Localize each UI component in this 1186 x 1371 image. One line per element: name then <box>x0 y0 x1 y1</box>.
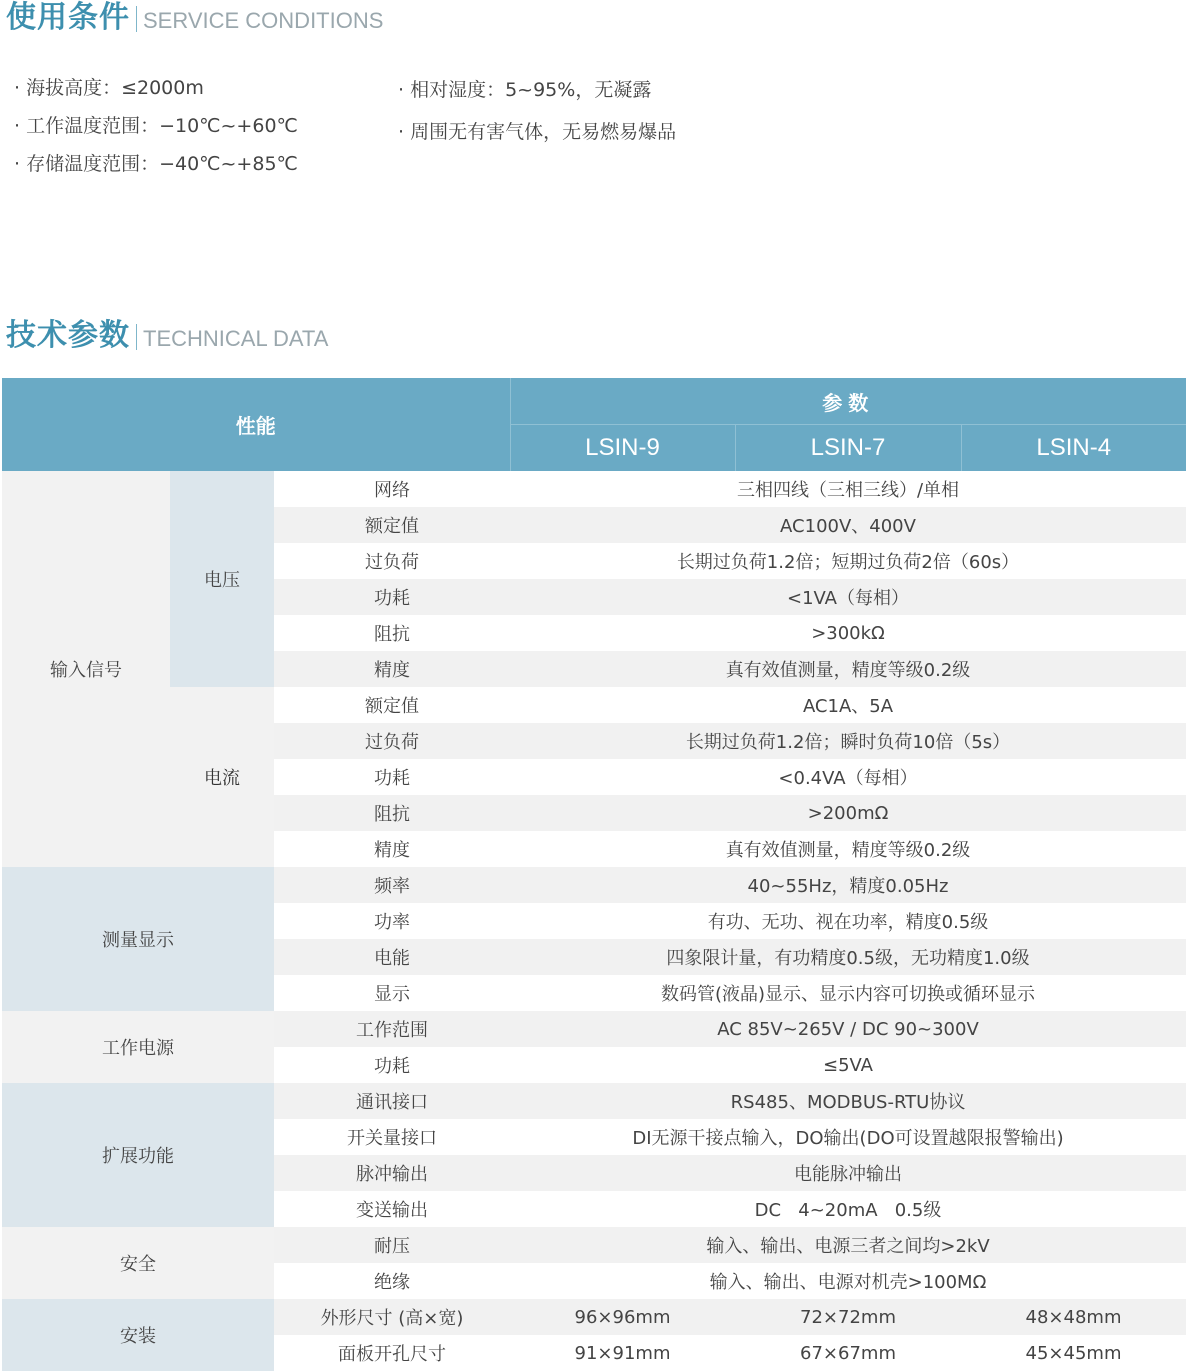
condition-altitude: · 海拔高度：≤2000m <box>14 77 204 99</box>
table-row <box>2 471 1186 507</box>
row-value: >200mΩ <box>510 795 1186 831</box>
row-item: 过负荷 <box>274 543 510 579</box>
row-item: 网络 <box>274 471 510 507</box>
row-value: AC100V、400V <box>510 507 1186 543</box>
row-value: >300kΩ <box>510 615 1186 651</box>
row-item: 工作范围 <box>274 1011 510 1047</box>
row-item: 电能 <box>274 939 510 975</box>
row-value: <0.4VA（每相） <box>510 759 1186 795</box>
service-conditions-heading <box>6 0 383 36</box>
row-item: 过负荷 <box>274 723 510 759</box>
row-value: 真有效值测量，精度等级0.2级 <box>510 831 1186 867</box>
table-row <box>2 1011 1186 1047</box>
group-installation: 安装 <box>2 1299 274 1371</box>
row-item: 功率 <box>274 903 510 939</box>
row-value: 真有效值测量，精度等级0.2级 <box>510 651 1186 687</box>
row-value-lsin-4: 45×45mm <box>961 1335 1186 1371</box>
tech-title-cn: 技术参数 <box>6 318 130 353</box>
row-item: 阻抗 <box>274 615 510 651</box>
group-measurement-display: 测量显示 <box>2 867 274 1011</box>
condition-storage-temp: · 存储温度范围：−40℃~+85℃ <box>14 153 298 175</box>
row-value: DI无源干接点输入，DO输出(DO可设置越限报警输出) <box>510 1119 1186 1155</box>
row-value: 数码管(液晶)显示、显示内容可切换或循环显示 <box>510 975 1186 1011</box>
service-title-en: SERVICE CONDITIONS <box>143 8 384 33</box>
row-item: 精度 <box>274 651 510 687</box>
table-row <box>2 687 1186 723</box>
row-item: 额定值 <box>274 687 510 723</box>
row-item: 耐压 <box>274 1227 510 1263</box>
heading-divider <box>136 6 137 32</box>
row-value-lsin-9: 96×96mm <box>510 1299 735 1335</box>
row-value: 长期过负荷1.2倍；短期过负荷2倍（60s） <box>510 543 1186 579</box>
row-item: 额定值 <box>274 507 510 543</box>
row-item: 阻抗 <box>274 795 510 831</box>
row-item: 功耗 <box>274 579 510 615</box>
row-value: 40~55Hz，精度0.05Hz <box>510 867 1186 903</box>
row-value: 有功、无功、视在功率，精度0.5级 <box>510 903 1186 939</box>
row-value: 长期过负荷1.2倍；瞬时负荷10倍（5s） <box>510 723 1186 759</box>
row-value-lsin-7: 67×67mm <box>735 1335 961 1371</box>
row-item: 脉冲输出 <box>274 1155 510 1191</box>
condition-gas: · 周围无有害气体，无易燃易爆品 <box>398 121 677 143</box>
header-performance: 性能 <box>2 378 510 471</box>
row-value-lsin-4: 48×48mm <box>961 1299 1186 1335</box>
row-item: 功耗 <box>274 1047 510 1083</box>
technical-data-heading <box>6 318 328 354</box>
subgroup-current: 电流 <box>170 687 274 867</box>
row-item: 频率 <box>274 867 510 903</box>
group-input-signal: 输入信号 <box>2 471 170 867</box>
tech-title-en: TECHNICAL DATA <box>143 326 329 351</box>
row-value: AC 85V~265V / DC 90~300V <box>510 1011 1186 1047</box>
row-value: RS485、MODBUS-RTU协议 <box>510 1083 1186 1119</box>
table-row <box>2 1227 1186 1263</box>
row-value: <1VA（每相） <box>510 579 1186 615</box>
heading-divider <box>136 324 137 350</box>
header-model-lsin-9: LSIN-9 <box>510 425 735 472</box>
table-row <box>2 1083 1186 1119</box>
row-value: 电能脉冲输出 <box>510 1155 1186 1191</box>
row-value: 输入、输出、电源三者之间均>2kV <box>510 1227 1186 1263</box>
row-item: 功耗 <box>274 759 510 795</box>
row-item: 开关量接口 <box>274 1119 510 1155</box>
row-value: 输入、输出、电源对机壳>100MΩ <box>510 1263 1186 1299</box>
subgroup-voltage: 电压 <box>170 471 274 687</box>
header-parameters: 参数 <box>510 378 1186 425</box>
row-item: 通讯接口 <box>274 1083 510 1119</box>
header-model-lsin-4: LSIN-4 <box>961 425 1186 472</box>
condition-humidity: · 相对湿度：5~95%，无凝露 <box>398 79 652 101</box>
group-working-power: 工作电源 <box>2 1011 274 1083</box>
row-value: 四象限计量，有功精度0.5级，无功精度1.0级 <box>510 939 1186 975</box>
row-value: ≤5VA <box>510 1047 1186 1083</box>
spec-table <box>2 378 1186 1371</box>
row-value: AC1A、5A <box>510 687 1186 723</box>
row-item: 变送输出 <box>274 1191 510 1227</box>
row-item: 精度 <box>274 831 510 867</box>
row-item: 绝缘 <box>274 1263 510 1299</box>
row-item: 显示 <box>274 975 510 1011</box>
row-value: 三相四线（三相三线）/单相 <box>510 471 1186 507</box>
table-row <box>2 1299 1186 1335</box>
row-value-lsin-7: 72×72mm <box>735 1299 961 1335</box>
header-model-lsin-7: LSIN-7 <box>735 425 961 472</box>
row-item: 面板开孔尺寸 <box>274 1335 510 1371</box>
row-value: DC 4~20mA 0.5级 <box>510 1191 1186 1227</box>
group-extended-functions: 扩展功能 <box>2 1083 274 1227</box>
condition-work-temp: · 工作温度范围：−10℃~+60℃ <box>14 115 298 137</box>
table-row <box>2 867 1186 903</box>
service-title-cn: 使用条件 <box>6 0 130 35</box>
row-value-lsin-9: 91×91mm <box>510 1335 735 1371</box>
row-item: 外形尺寸 (高×宽) <box>274 1299 510 1335</box>
group-safety: 安全 <box>2 1227 274 1299</box>
